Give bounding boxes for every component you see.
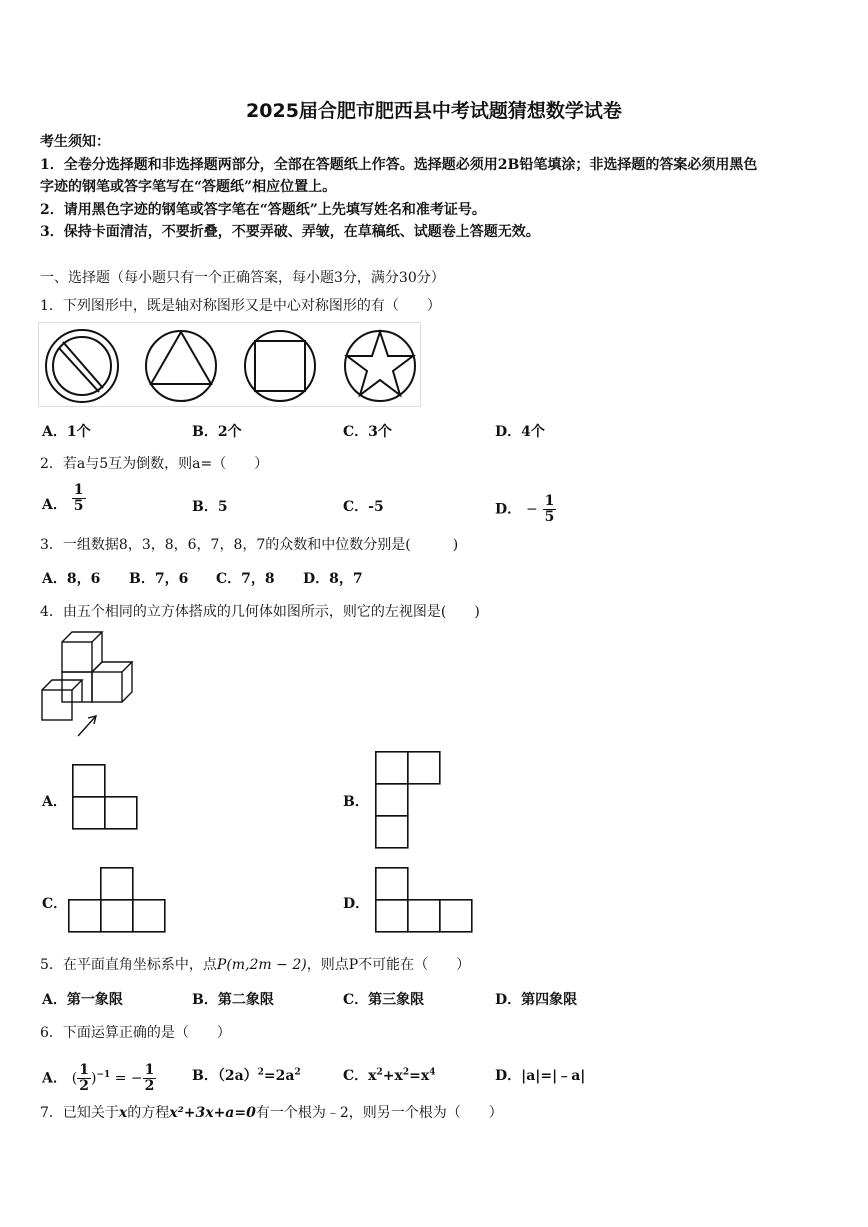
section-heading: 一、选择题（每小题只有一个正确答案，每小题3分，满分30分） (40, 270, 445, 286)
q6-label-d: D． (495, 1068, 522, 1084)
q1-option-b: B．2个 (192, 424, 242, 440)
q2-label-b: B． (192, 499, 218, 515)
q4-label-b: B． (343, 794, 369, 810)
q6-a-rden: 2 (144, 1078, 155, 1094)
q2-option-c (343, 496, 384, 516)
q2-d-fraction (543, 494, 557, 525)
q3-stem: 3．一组数据8，3，8，6，7，8，7的众数和中位数分别是( ) (40, 537, 459, 553)
q6-b-pre: （2a） (217, 1068, 258, 1084)
q6-label-a: A． (42, 1070, 67, 1087)
q4-label-a: A． (42, 794, 67, 810)
q7-stem (40, 1103, 503, 1123)
square-circle-figure (245, 331, 315, 401)
q7-mid: 的方程 (127, 1105, 170, 1121)
q4-option-b-view (375, 751, 443, 851)
prohibition-circle-figure (46, 330, 118, 402)
notice-heading: 考生须知： (40, 134, 110, 150)
q6-option-a (42, 1063, 156, 1094)
notice-item-1: 1．全卷分选择题和非选择题两部分，全部在答题纸上作答。选择题必须用2B铅笔填涂；非选择题的答案必须用黑色 (40, 157, 758, 173)
triangle-circle-figure (146, 331, 216, 401)
q2-a-num: 1 (73, 481, 84, 498)
q6-b-exp2: 2 (294, 1067, 301, 1078)
q4-option-c-view (68, 867, 168, 935)
q2-option-a (42, 481, 86, 514)
page-title: 2025届合肥市肥西县中考试题猜想数学试卷 (246, 100, 622, 122)
q5-option-a: A．第一象限 (42, 992, 123, 1008)
q6-b-mid: =2a (263, 1068, 295, 1084)
q5-stem (40, 955, 470, 975)
notice-item-1-cont: 字迹的钢笔或答字笔写在“答题纸”相应位置上。 (40, 179, 337, 195)
q6-a-rfrac (143, 1063, 157, 1094)
star-circle-figure (345, 331, 415, 401)
q6-a-close: ) (90, 1070, 97, 1087)
q2-label-d: D． (495, 501, 522, 518)
q6-option-c (343, 1065, 435, 1085)
q6-option-b (192, 1065, 301, 1085)
q2-b-value: 5 (217, 499, 228, 515)
q4-solid-figure (38, 628, 138, 740)
q6-c-t3: =x (409, 1068, 430, 1084)
q6-a-den: 2 (79, 1078, 89, 1094)
q6-c-e3: 4 (429, 1067, 436, 1078)
q6-stem: 6．下面运算正确的是（ ） (40, 1025, 231, 1041)
q4-label-c: C． (42, 896, 68, 912)
q6-label-c: C． (343, 1068, 369, 1084)
q7-pre: 7．已知关于 (40, 1105, 119, 1121)
q1-option-c: C．3个 (343, 424, 392, 440)
q7-post: 有一个根为﹣2，则另一个根为（ ） (255, 1105, 503, 1121)
q6-a-rnum: 1 (144, 1062, 155, 1078)
q6-a-num: 1 (79, 1062, 89, 1078)
q6-c-t1: x (368, 1068, 377, 1084)
q1-stem: 1．下列图形中，既是轴对称图形又是中心对称图形的有（ ） (40, 298, 441, 314)
q2-a-fraction (72, 483, 86, 514)
q2-d-num: 1 (544, 493, 555, 509)
notice-item-3: 3．保持卡面清洁，不要折叠，不要弄破、弄皱，在草稿纸、试题卷上答题无效。 (40, 224, 540, 240)
notice-item-2: 2．请用黑色字迹的钢笔或答字笔在“答题纸”上先填写姓名和准考证号。 (40, 202, 486, 218)
q6-a-exp: −1 (96, 1069, 111, 1080)
q3-option-d: D．8，7 (303, 571, 363, 587)
q2-d-den: 5 (544, 509, 555, 525)
q6-label-b: B． (192, 1068, 218, 1084)
q2-c-value: -5 (368, 499, 384, 515)
q6-c-e1: 2 (376, 1067, 383, 1078)
q2-label-a: A． (42, 497, 67, 513)
q2-option-b (192, 496, 228, 516)
q5-option-d: D．第四象限 (495, 992, 578, 1008)
q1-figures (38, 322, 428, 410)
q3-option-c: C．7，8 (216, 571, 275, 587)
q6-a-open: ( (71, 1070, 78, 1087)
q7-variable: x (118, 1105, 128, 1121)
q6-option-d (495, 1065, 585, 1085)
q4-option-d-view (375, 867, 475, 935)
q6-a-eq: = − (110, 1070, 143, 1087)
q1-option-d: D．4个 (495, 424, 545, 440)
q3-option-b: B．7，6 (129, 571, 189, 587)
q6-b-exp: 2 (257, 1067, 264, 1078)
q5-option-c: C．第三象限 (343, 992, 425, 1008)
q4-option-a-view (72, 764, 140, 832)
q2-option-d (495, 494, 556, 525)
q6-c-e2: 2 (402, 1067, 410, 1078)
q4-stem: 4．由五个相同的立方体搭成的几何体如图所示，则它的左视图是( ) (40, 604, 480, 620)
q2-stem: 2．若a与5互为倒数，则a=（ ） (40, 456, 269, 472)
q4-label-d: D． (343, 896, 370, 912)
q7-equation: x²+3x+a=0 (169, 1105, 256, 1121)
q5-option-b: B．第二象限 (192, 992, 274, 1008)
q5-stem-pre: 5．在平面直角坐标系中，点 (40, 957, 217, 973)
q1-option-a: A．1个 (42, 424, 91, 440)
q5-stem-post: ，则点P不可能在（ ） (306, 957, 471, 973)
q5-stem-math: P(m,2m − 2) (216, 957, 307, 973)
q2-a-den: 5 (73, 497, 84, 514)
q6-a-frac (77, 1063, 91, 1094)
q2-d-sign: − (526, 501, 538, 518)
q3-option-a: A．8，6 (42, 571, 101, 587)
q6-d-value: |a|=|﹣a| (521, 1068, 586, 1084)
q2-label-c: C． (343, 499, 369, 515)
q6-c-t2: +x (382, 1068, 403, 1084)
